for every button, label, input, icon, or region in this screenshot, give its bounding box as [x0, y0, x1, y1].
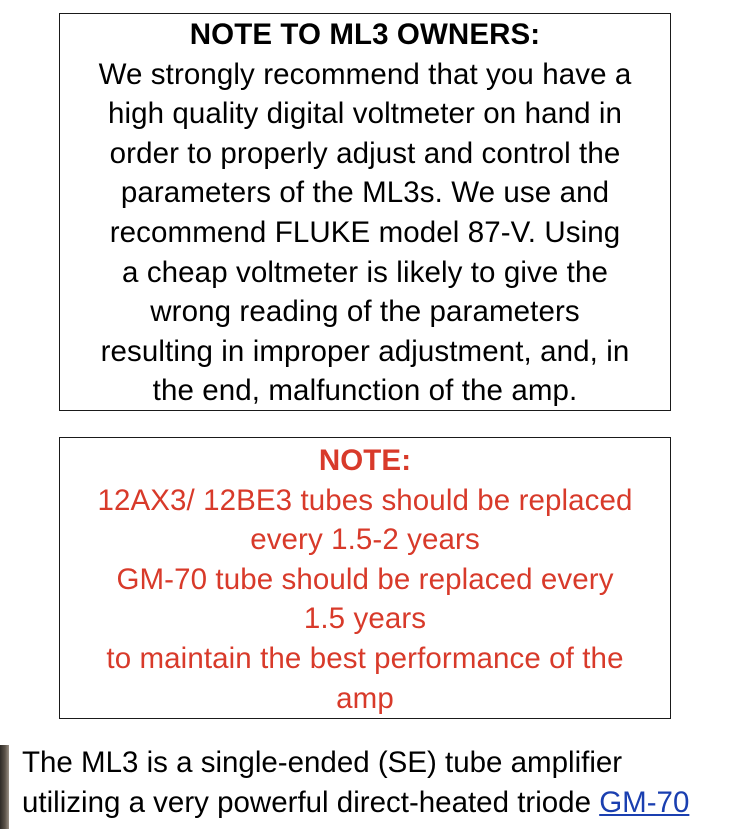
owner-note-line: wrong reading of the parameters	[150, 295, 580, 329]
tube-note-line: GM-70 tube should be replaced every	[116, 562, 614, 596]
owner-note-line: recommend FLUKE model 87-V. Using	[109, 215, 621, 249]
tube-note-box	[59, 437, 671, 719]
owner-note-heading: NOTE TO ML3 OWNERS:	[189, 18, 541, 51]
tube-note-line: to maintain the best performance of the	[106, 641, 624, 675]
tube-note-line: 1.5 years	[303, 602, 427, 636]
intro-paragraph	[22, 743, 750, 823]
product-image-edge	[0, 745, 9, 829]
owner-note-line: order to properly adjust and control the	[109, 136, 621, 170]
owner-note-line: resulting in improper adjustment, and, in	[100, 334, 630, 368]
tube-note-heading: NOTE:	[318, 444, 412, 477]
owner-note-line: parameters of the ML3s. We use and	[120, 176, 610, 210]
intro-line	[22, 783, 750, 823]
intro-line: The ML3 is a single-ended (SE) tube amplifier	[22, 746, 623, 779]
owner-note-line: the end, malfunction of the amp.	[152, 374, 578, 408]
intro-line-text: utilizing a very powerful direct-heated triode	[22, 786, 600, 819]
owner-note-line: high quality digital voltmeter on hand in	[107, 97, 623, 131]
tube-note-line: every 1.5-2 years	[250, 523, 480, 557]
owner-note-line: We strongly recommend that you have a	[98, 57, 632, 91]
owner-note-box	[59, 13, 671, 411]
gm70-link[interactable]: GM-70	[599, 786, 690, 819]
tube-note-line: 12AX3/ 12BE3 tubes should be replaced	[97, 483, 633, 517]
tube-note-line: amp	[336, 681, 394, 715]
owner-note-line: a cheap voltmeter is likely to give the	[122, 255, 608, 289]
